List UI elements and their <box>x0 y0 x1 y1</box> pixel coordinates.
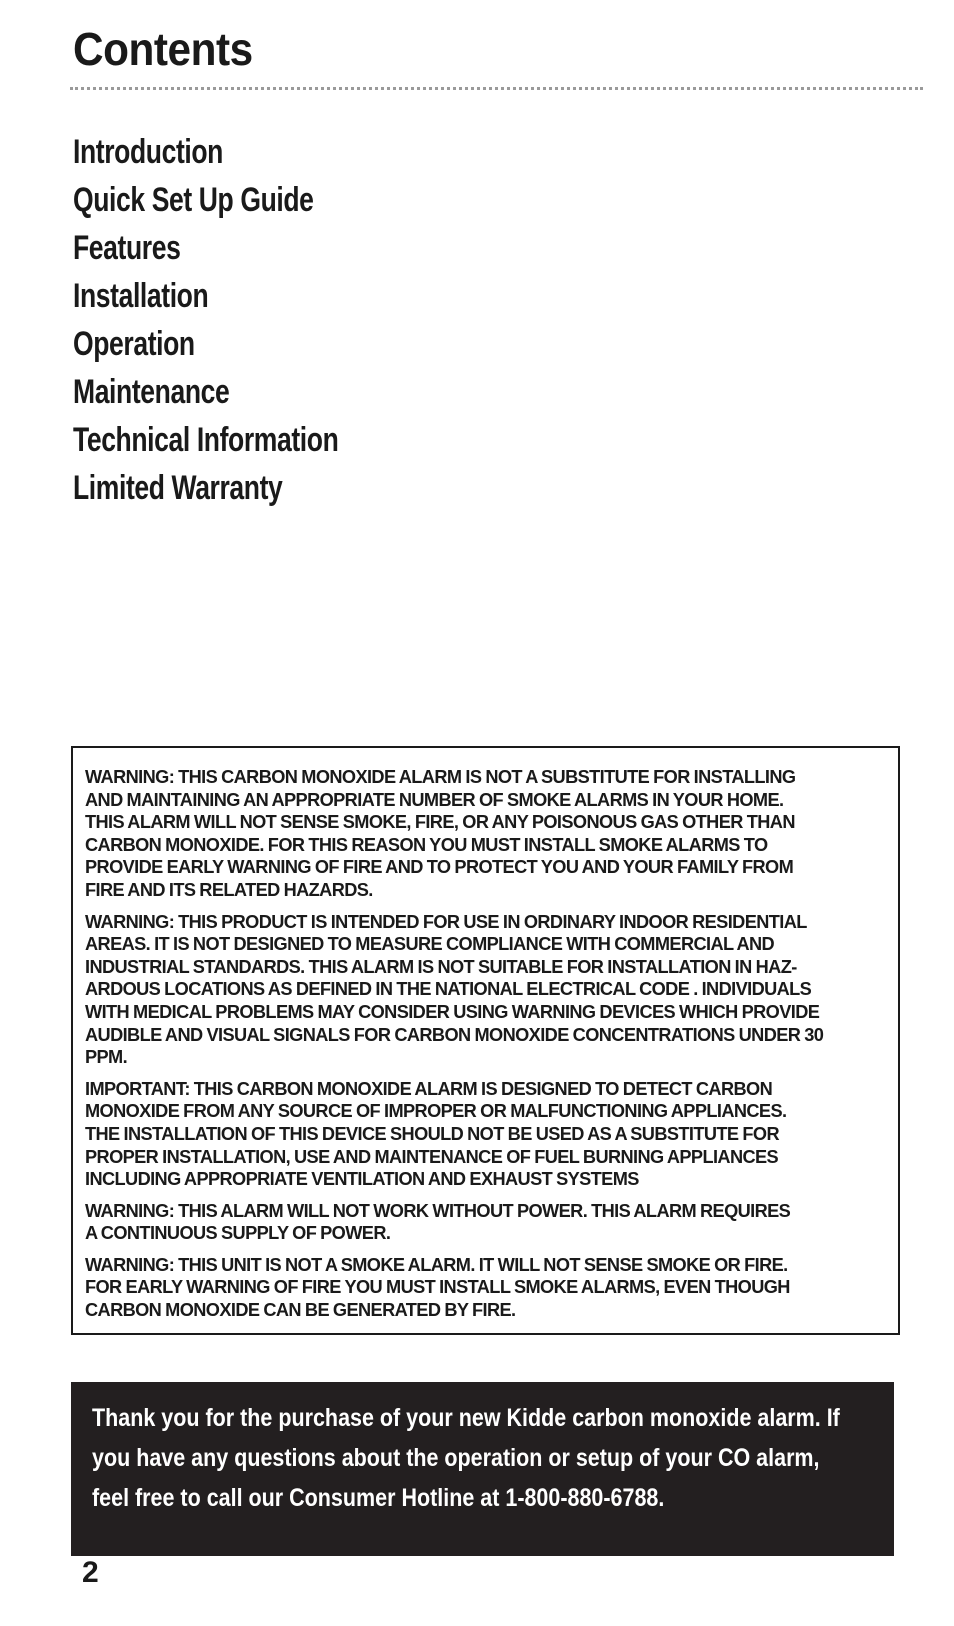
warning-smoke-alarm: WARNING: THIS CARBON MONOXIDE ALARM IS NOT A SUBSTITUTE FOR INSTALLING AND MAINTAINING AN APPROPRIATE NUMBER OF SMOKE ALARMS IN YOUR HOME. THIS ALARM WILL NOT SENSE SMOKE, FIRE, OR ANY POISONOUS GAS OTHER THAN CARBON MONOXIDE. FOR THIS REASON YOU MUST INSTALL SMOKE ALARMS TO PROVIDE EARLY WARNING OF FIRE AND TO PROTECT YOU AND YOUR FAMILY FROM FIRE AND ITS RELATED HAZARDS. <box>85 767 796 900</box>
warning-power: WARNING: THIS ALARM WILL NOT WORK WITHOUT POWER. THIS ALARM REQUIRES A CONTINUOUS SUPPLY OF POWER. <box>85 1200 791 1244</box>
toc-item-features[interactable]: Features <box>73 229 181 267</box>
toc-item-operation[interactable]: Operation <box>73 325 195 363</box>
page-number: 2 <box>82 1556 99 1589</box>
warning-not-smoke-alarm: WARNING: THIS UNIT IS NOT A SMOKE ALARM. IT WILL NOT SENSE SMOKE OR FIRE. FOR EARLY WARNING OF FIRE YOU MUST INSTALL SMOKE ALARMS, EVEN THOUGH CARBON MONOXIDE CAN BE GENERATED BY FIRE. <box>85 1254 790 1321</box>
toc-item-technical-information[interactable]: Technical Information <box>73 421 339 459</box>
toc-item-quick-set-up-guide[interactable]: Quick Set Up Guide <box>73 181 314 219</box>
toc-item-limited-warranty[interactable]: Limited Warranty <box>73 469 283 507</box>
toc-item-introduction[interactable]: Introduction <box>73 133 223 171</box>
important-detection-notice: IMPORTANT: THIS CARBON MONOXIDE ALARM IS DESIGNED TO DETECT CARBON MONOXIDE FROM ANY SOURCE OF IMPROPER OR MALFUNCTIONING APPLIANCES. THE INSTALLATION OF THIS DEVICE SHOULD NOT BE USED AS A SUBSTITUTE FOR PROPER INSTALLATION, USE AND MAINTENANCE OF FUEL BURNING APPLIANCES INCLUDING APPROPRIATE VENTILATION AND EXHAUST SYSTEMS <box>85 1078 787 1190</box>
thank-you-banner <box>71 1382 894 1556</box>
warning-residential-use: WARNING: THIS PRODUCT IS INTENDED FOR USE IN ORDINARY INDOOR RESIDENTIAL AREAS. IT IS NOT DESIGNED TO MEASURE COMPLIANCE WITH COMMERCIAL AND INDUSTRIAL STANDARDS. THIS ALARM IS NOT SUITABLE FOR INSTALLATION IN HAZ- ARDOUS LOCATIONS AS DEFINED IN THE NATIONAL ELECTRICAL CODE . INDIVIDUALS WITH MEDICAL PROBLEMS MAY CONSIDER USING WARNING DEVICES WHICH PROVIDE AUDIBLE AND VISUAL SIGNALS FOR CARBON MONOXIDE CONCENTRATIONS UNDER 30 PPM. <box>85 911 824 1068</box>
toc-item-maintenance[interactable]: Maintenance <box>73 373 230 411</box>
toc-item-installation[interactable]: Installation <box>73 277 209 315</box>
thank-you-text: Thank you for the purchase of your new Kidde carbon monoxide alarm. If you have any questions about the operation or setup of your CO alarm, feel free to call our Consumer Hotline at 1-800-880-6788. <box>92 1404 840 1512</box>
table-of-contents <box>73 128 413 512</box>
warning-box <box>71 746 900 1335</box>
dotted-divider <box>70 87 923 90</box>
page-title: Contents <box>73 23 253 75</box>
